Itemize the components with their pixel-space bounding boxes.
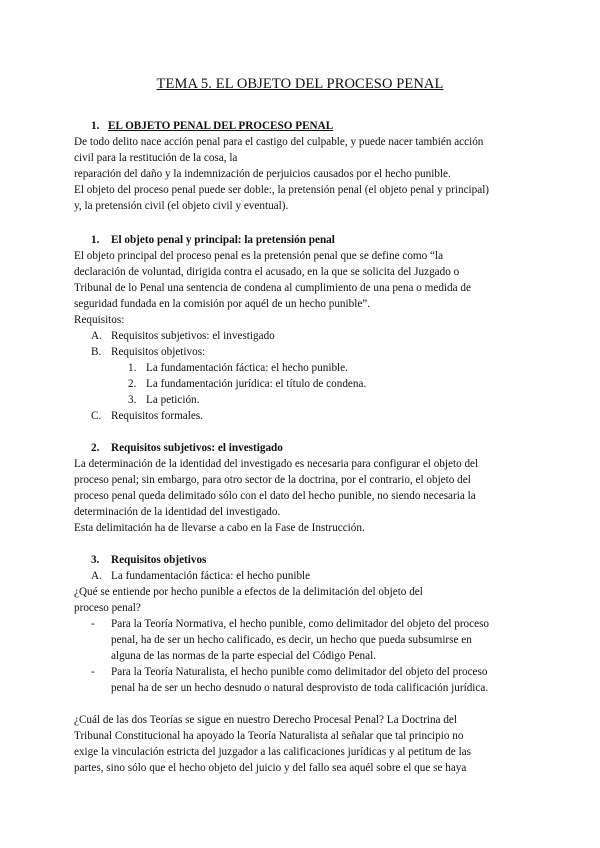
section4-line-1: ¿Qué se entiende por hecho punible a efectos de la delimitación del objeto del — [74, 586, 423, 598]
list-item-a: Requisitos subjetivos: el investigado — [111, 330, 275, 342]
list-marker-a: A. — [91, 330, 102, 342]
sublist-marker-3: 3. — [128, 394, 137, 406]
sublist-marker-2: 2. — [128, 378, 137, 390]
bullet-marker-2: - — [91, 666, 95, 678]
section1-heading: EL OBJETO PENAL DEL PROCESO PENAL — [108, 120, 334, 132]
section1-line-5: y, la pretensión civil (el objeto civil y eventual). — [74, 200, 289, 212]
closing-line-1: ¿Cuál de las dos Teorías se sigue en nuestro Derecho Procesal Penal? La Doctrina del — [74, 714, 457, 726]
section1-line-1: De todo delito nace acción penal para el castigo del culpable, y puede nacer también acción — [74, 136, 484, 148]
section3-heading: Requisitos subjetivos: el investigado — [111, 442, 283, 454]
section4-sub-text: La fundamentación fáctica: el hecho punible — [111, 570, 311, 582]
section4-sub-marker: A. — [91, 570, 102, 582]
section2-line-2: declaración de voluntad, dirigida contra el acusado, en la que se solicita del Juzgado o — [74, 266, 460, 278]
section3-line-4: determinación de la identidad del investigado. — [74, 506, 281, 518]
section1-line-3: reparación del daño y la indemnización de perjuicios causados por el hecho punible. — [74, 168, 451, 180]
sublist-item-1: La fundamentación fáctica: el hecho punible. — [146, 362, 348, 374]
sublist-marker-1: 1. — [128, 362, 137, 374]
section1-line-4: El objeto del proceso penal puede ser doble:, la pretensión penal (el objeto penal y principal) — [74, 184, 490, 196]
bullet-1-line-2: penal, ha de ser un hecho calificado, es decir, un hecho que pueda subsumirse en — [111, 634, 472, 646]
sublist-item-3: La petición. — [146, 394, 200, 406]
closing-line-4: partes, sino sólo que el hecho objeto del juicio y del fallo sea aquél sobre el que se haya — [74, 762, 467, 774]
bullet-marker-1: - — [91, 618, 95, 630]
bullet-2-line-2: penal ha de ser un hecho desnudo o natural desprovisto de toda calificación jurídica. — [111, 682, 489, 694]
section2-heading: El objeto penal y principal: la pretensión penal — [111, 234, 335, 246]
section3-number: 2. — [91, 442, 100, 454]
section4-number: 3. — [91, 554, 100, 566]
list-item-c: Requisitos formales. — [111, 410, 203, 422]
closing-line-3: exige la vinculación estricta del juzgador a las calificaciones jurídicas y al petitum de las — [74, 746, 471, 758]
page-title: TEMA 5. EL OBJETO DEL PROCESO PENAL — [156, 76, 444, 92]
list-item-b: Requisitos objetivos: — [111, 346, 206, 358]
section4-line-2: proceso penal? — [74, 602, 141, 614]
section3-line-2: proceso penal; sin embargo, para otro sector de la doctrina, por el contrario, el objeto del — [74, 474, 471, 486]
section2-line-5: Requisitos: — [74, 314, 125, 326]
list-marker-c: C. — [91, 410, 102, 422]
section2-line-4: seguridad fundada en la comisión por aquél de un hecho punible”. — [74, 298, 371, 310]
closing-line-2: Tribunal Constitucional ha apoyado la Teoría Naturalista al señalar que tal principio no — [74, 730, 464, 742]
bullet-1-line-3: alguna de las normas de la parte especial del Código Penal. — [111, 650, 376, 662]
section1-number: 1. — [91, 120, 100, 132]
section4-heading: Requisitos objetivos — [111, 554, 207, 566]
sublist-item-2: La fundamentación jurídica: el título de condena. — [146, 378, 367, 390]
bullet-1-line-1: Para la Teoría Normativa, el hecho punible, como delimitador del objeto del proceso — [111, 618, 490, 630]
section3-line-5: Esta delimitación ha de llevarse a cabo en la Fase de Instrucción. — [74, 522, 365, 534]
section2-line-3: Tribunal de lo Penal una sentencia de condena al cumplimiento de una pena o medida de — [74, 282, 471, 294]
section2-number: 1. — [91, 234, 100, 246]
list-marker-b: B. — [91, 346, 102, 358]
bullet-2-line-1: Para la Teoría Naturalista, el hecho punible como delimitador del objeto del proceso — [111, 666, 488, 678]
section2-line-1: El objeto principal del proceso penal es la pretensión penal que se define como “la — [74, 250, 444, 262]
section3-line-1: La determinación de la identidad del investigado es necesaria para configurar el objeto del — [74, 458, 479, 470]
section3-line-3: proceso penal queda delimitado sólo con el dato del hecho punible, no siendo necesaria la — [74, 490, 476, 502]
section1-line-2: civil para la restitución de la cosa, la — [74, 152, 238, 164]
